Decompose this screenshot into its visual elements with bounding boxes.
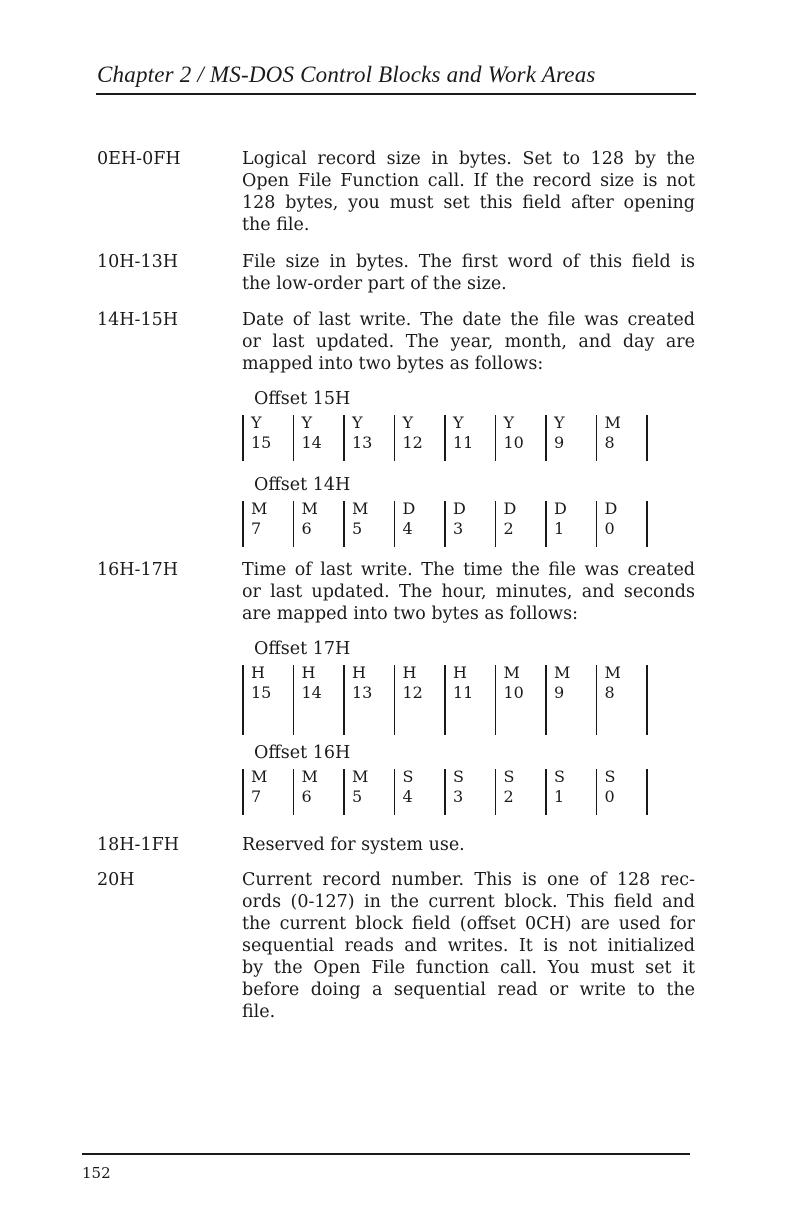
bit-field-letter: H [301,663,316,682]
bit-divider [495,501,497,547]
bit-divider [495,769,497,815]
bit-number: 10 [503,433,524,452]
bit-divider [495,415,497,461]
bit-number: 9 [554,433,565,452]
bit-number: 1 [554,787,565,806]
offset-label: 14H-15H [97,310,178,330]
description-line: are mapped into two bytes as follows: [242,604,578,624]
description-line: before doing a sequential read or write to the [242,980,695,1000]
bit-divider [242,501,244,547]
entry-description [242,834,695,856]
description-line: or last updated. The hour, minutes, and seconds [242,582,695,602]
description-line: ords (0-127) in the current block. This field and [242,892,695,912]
bit-number: 8 [604,683,615,702]
bit-divider [596,501,598,547]
bit-field-letter: Y [251,413,262,432]
bit-field-letter: Y [352,413,363,432]
bit-field-letter: D [402,499,416,518]
offset-label: 0EH-0FH [97,149,181,169]
bit-number: 0 [604,519,615,538]
bit-number: 11 [453,433,474,452]
description-line: 128 bytes, you must set this field after opening [242,193,695,213]
offset-label: 18H-1FH [97,835,179,855]
offset-label: 10H-13H [97,252,178,272]
description-line: sequential reads and writes. It is not initialized [242,936,695,956]
bit-field-letter: Y [301,413,313,432]
bit-field-letter: Y [554,413,565,432]
bit-number: 2 [503,519,514,538]
bit-number: 3 [453,519,464,538]
bit-map-offset-17h [242,639,662,739]
bit-divider [596,415,598,461]
description-line: file. [242,1002,276,1022]
bit-field-letter: M [352,767,369,786]
bit-divider [646,769,648,815]
bit-divider [646,501,648,547]
description-line: or last updated. The year, month, and day are [242,332,695,352]
bit-field-letter: Y [453,413,464,432]
description-line: Logical record size in bytes. Set to 128 by the [242,149,695,169]
bit-field-letter: D [554,499,567,518]
bit-map-label: Offset 17H [254,639,351,659]
offset-label: 16H-17H [97,560,178,580]
bit-divider [545,769,547,815]
bit-number: 5 [352,787,363,806]
bit-number: 11 [453,683,474,702]
bit-field-letter: M [604,663,621,682]
entry-description [242,559,695,625]
bit-divider [293,501,295,547]
bit-field-letter: M [251,767,268,786]
bit-map-offset-15h [242,389,662,459]
bit-number: 15 [251,683,272,702]
chapter-header: Chapter 2 / MS-DOS Control Blocks and Work Areas [97,62,596,87]
bit-map-label: Offset 15H [254,389,351,409]
bit-field-letter: S [503,767,515,786]
bit-map-label: Offset 14H [254,475,351,495]
bit-field-letter: S [604,767,616,786]
bit-divider [596,769,598,815]
bit-divider [394,665,396,735]
bit-divider [646,415,648,461]
bit-divider [596,665,598,735]
bit-number: 12 [402,683,423,702]
bit-field-letter: M [604,413,621,432]
bit-field-letter: H [352,663,366,682]
bit-divider [343,501,345,547]
bit-field-letter: H [251,663,265,682]
bit-field-letter: S [402,767,414,786]
description-line: Current record number. This is one of 128 rec- [242,870,695,890]
header-rule [96,93,696,95]
bit-divider [343,415,345,461]
bit-field-letter: D [604,499,618,518]
footer-rule [82,1153,690,1155]
bit-number: 13 [352,683,373,702]
description-line: Open File Function call. If the record size is not [242,171,695,191]
bit-field-letter: Y [402,413,414,432]
bit-divider [343,769,345,815]
bit-divider [444,769,446,815]
bit-number: 8 [604,433,615,452]
bit-number: 4 [402,787,413,806]
bit-divider [242,769,244,815]
bit-number: 12 [402,433,423,452]
bit-divider [242,415,244,461]
description-line: by the Open File function call. You must set it [242,958,695,978]
bit-number: 14 [301,433,322,452]
bit-field-letter: Y [503,413,515,432]
bit-map-label: Offset 16H [254,743,351,763]
entry-description [242,251,695,295]
bit-field-letter: M [251,499,268,518]
bit-field-letter: H [402,663,417,682]
bit-field-letter: M [301,499,318,518]
entry-description [242,869,695,1023]
bit-field-letter: M [352,499,369,518]
bit-number: 5 [352,519,363,538]
bit-divider [293,415,295,461]
offset-label: 20H [97,870,135,890]
bit-divider [394,769,396,815]
bit-number: 4 [402,519,413,538]
bit-divider [293,665,295,735]
bit-number: 9 [554,683,565,702]
description-line: Reserved for system use. [242,835,465,855]
entry-description [242,148,695,236]
bit-number: 2 [503,787,514,806]
bit-number: 1 [554,519,565,538]
description-line: mapped into two bytes as follows: [242,354,544,374]
bit-divider [545,665,547,735]
description-line: Date of last write. The date the file was created [242,310,695,330]
bit-map-offset-14h [242,475,662,545]
bit-map-offset-16h [242,743,662,813]
bit-divider [394,415,396,461]
bit-divider [444,415,446,461]
bit-number: 7 [251,519,262,538]
bit-divider [293,769,295,815]
page-number: 152 [82,1164,111,1182]
description-line: the file. [242,215,310,235]
bit-field-letter: M [503,663,520,682]
bit-divider [444,665,446,735]
bit-number: 15 [251,433,272,452]
bit-field-letter: S [453,767,464,786]
bit-field-letter: H [453,663,467,682]
bit-number: 7 [251,787,262,806]
bit-divider [646,665,648,735]
bit-number: 14 [301,683,322,702]
bit-number: 6 [301,519,312,538]
bit-divider [343,665,345,735]
description-line: the low-order part of the size. [242,274,507,294]
description-line: File size in bytes. The first word of this field is [242,252,695,272]
bit-number: 13 [352,433,373,452]
bit-field-letter: D [453,499,466,518]
bit-field-letter: M [301,767,318,786]
entry-description [242,309,695,375]
bit-divider [495,665,497,735]
bit-divider [394,501,396,547]
bit-number: 10 [503,683,524,702]
bit-divider [444,501,446,547]
bit-field-letter: S [554,767,565,786]
bit-number: 6 [301,787,312,806]
description-line: Time of last write. The time the file was created [242,560,695,580]
bit-divider [545,501,547,547]
bit-field-letter: M [554,663,571,682]
description-line: the current block field (offset 0CH) are used for [242,914,695,934]
bit-field-letter: D [503,499,517,518]
bit-number: 3 [453,787,464,806]
bit-divider [242,665,244,735]
bit-divider [545,415,547,461]
bit-number: 0 [604,787,615,806]
